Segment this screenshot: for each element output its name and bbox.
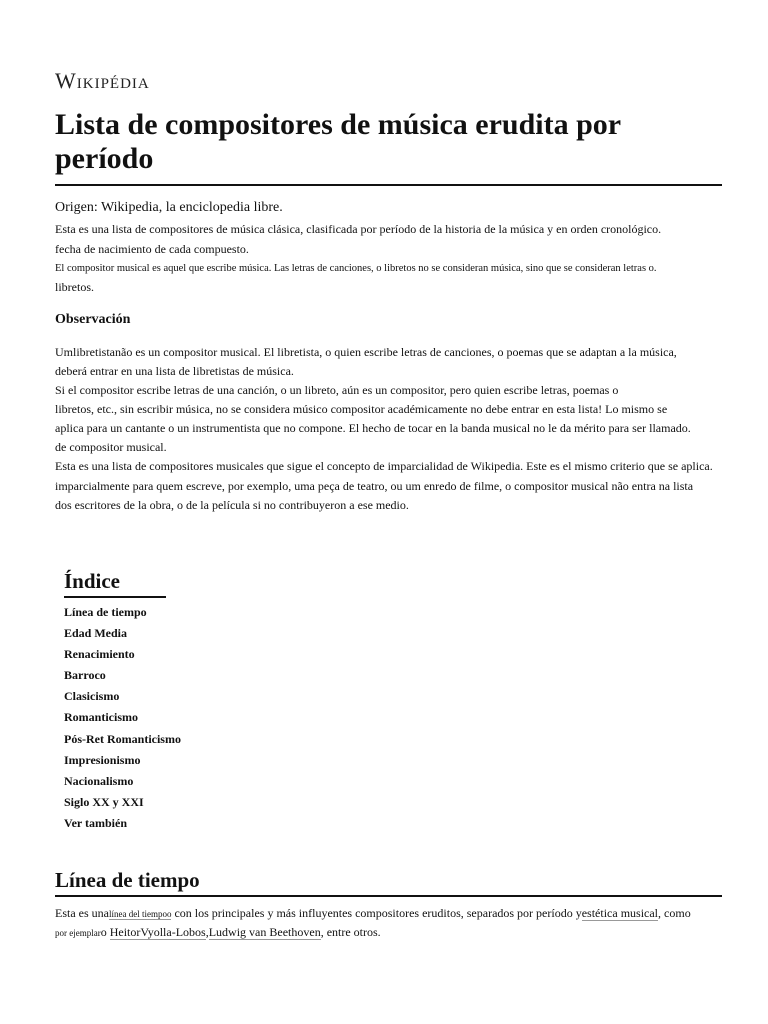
- origin-line: Origen: Wikipedia, la enciclopedia libre.: [55, 200, 283, 215]
- observation-line-2: deberá entrar en una lista de libretistas de música.: [55, 364, 294, 378]
- timeline-text: , como: [658, 906, 691, 920]
- timeline-text: por ejemplar: [55, 928, 101, 938]
- toc-item-barroco[interactable]: Barroco: [64, 668, 106, 683]
- toc-item-pos-romanticismo[interactable]: Pós-Ret Romanticismo: [64, 731, 181, 746]
- table-of-contents: [64, 602, 181, 834]
- page-title: Lista de compositores de música erudita por período: [55, 108, 722, 186]
- intro-line-4: libretos.: [55, 280, 94, 294]
- observation-line-5: aplica para un cantante o un instrumentista que no compone. El hecho de tocar en la banda musical no le da mérito para ser llamado.: [55, 421, 691, 435]
- timeline-link[interactable]: línea del tiempoo: [108, 909, 172, 919]
- estetica-musical-link[interactable]: estética musical: [581, 906, 659, 920]
- beethoven-link[interactable]: Ludwig van Beethoven: [208, 925, 321, 939]
- timeline-paragraph-line-2: [55, 923, 381, 943]
- observation-line-7: Esta es una lista de compositores musicales que sigue el concepto de imparcialidad de Wikipedia. Este es el mismo criterio que se aplica.: [55, 459, 713, 473]
- intro-line-2: fecha de nacimiento de cada compuesto.: [55, 242, 249, 256]
- toc-item-ver-tambien[interactable]: Ver también: [64, 815, 127, 830]
- observation-line-6: de compositor musical.: [55, 440, 167, 454]
- observation-line-4: libretos, etc., sin escribir música, no se considera músico compositor académicamente no debe entrar en esta lista! Lo mismo se: [55, 402, 668, 416]
- timeline-text: con los principales y más influyentes compositores eruditos, separados por período y: [171, 906, 582, 920]
- timeline-text: ,: [205, 925, 209, 939]
- toc-item-linea-de-tiempo[interactable]: Línea de tiempo: [64, 605, 147, 619]
- observation-line-3: Si el compositor escribe letras de una canción, o un libreto, aún es un compositor, pero quien escribe letras, poemas o: [55, 383, 619, 397]
- observation-line-1: Umlibretistanão es un compositor musical. El libretista, o quien escribe letras de canciones, o poemas que se adaptan a la música,: [55, 345, 677, 359]
- toc-item-siglo-xx-xxi[interactable]: Siglo XX y XXI: [64, 794, 144, 809]
- intro-line-3: El compositor musical es aquel que escribe música. Las letras de canciones, o libretos no se consideran música, sino que se consideran letras o.: [55, 263, 657, 274]
- toc-item-nacionalismo[interactable]: Nacionalismo: [64, 773, 134, 788]
- observation-line-8: imparcialmente para quem escreve, por exemplo, uma peça de teatro, ou um enredo de filme, o compositor musical não entra na lista: [55, 479, 694, 493]
- timeline-text: o: [100, 925, 110, 939]
- timeline-text: , entre otros.: [320, 925, 381, 939]
- toc-item-edad-media[interactable]: Edad Media: [64, 626, 128, 641]
- intro-line-1: Esta es una lista de compositores de música clásica, clasificada por período de la historia de la música y en orden cronológico.: [55, 222, 662, 236]
- villa-lobos-link[interactable]: HeitorVyolla-Lobos: [109, 925, 206, 939]
- toc-item-impresionismo[interactable]: Impresionismo: [64, 752, 141, 767]
- timeline-paragraph-line-1: [55, 904, 691, 924]
- toc-item-clasicismo[interactable]: Clasicismo: [64, 689, 120, 704]
- section-title-linea-de-tiempo: Línea de tiempo: [55, 868, 722, 897]
- toc-item-romanticismo[interactable]: Romanticismo: [64, 710, 138, 725]
- observation-heading: Observación: [55, 312, 131, 327]
- toc-item-renacimiento[interactable]: Renacimiento: [64, 647, 135, 662]
- toc-title: Índice: [64, 569, 166, 598]
- wikipedia-logo[interactable]: Wikipédia: [55, 68, 150, 93]
- timeline-text: Esta es una: [55, 906, 109, 920]
- observation-line-9: dos escritores de la obra, o de la película si no contribuyeron a ese medio.: [55, 498, 409, 512]
